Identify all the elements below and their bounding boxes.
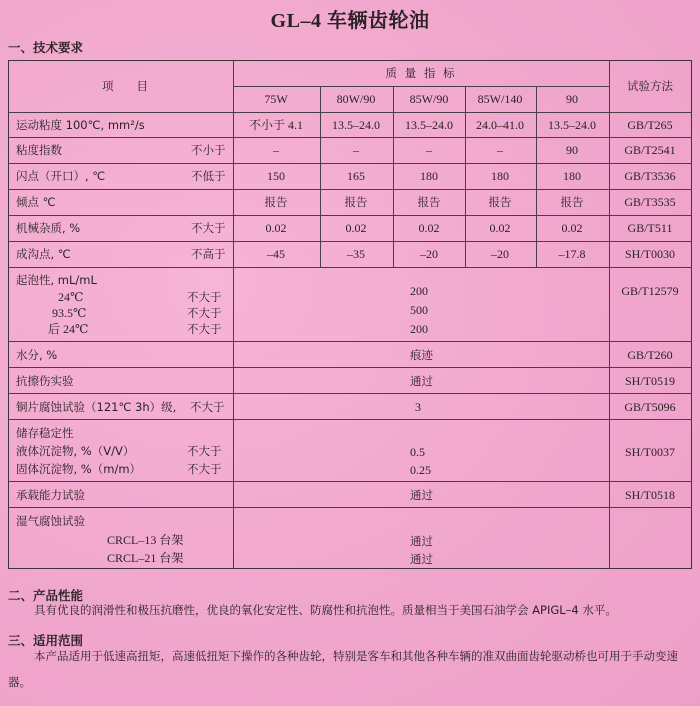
method-cell: GB/T5096 — [624, 400, 676, 414]
cell: 报告 — [344, 195, 368, 209]
method-cell: SH/T0037 — [624, 445, 676, 459]
row-divider — [8, 481, 692, 482]
cell: 3 — [415, 400, 421, 414]
section-heading-performance: 二、产品性能 — [8, 588, 84, 603]
cell: 13.5–24.0 — [405, 118, 453, 132]
row-divider — [8, 112, 692, 113]
row-label: 倾点 ℃ — [16, 195, 56, 209]
cell: –45 — [267, 247, 285, 261]
row-label: 成沟点, ℃ — [16, 247, 71, 261]
row-divider — [8, 393, 692, 394]
cell: 90 — [566, 143, 578, 157]
sub-label: 液体沉淀物, %（V/V） — [16, 444, 135, 458]
row-label: 湿气腐蚀试验 — [16, 514, 85, 528]
cell: –17.8 — [558, 247, 586, 261]
col-divider — [320, 86, 321, 267]
cell: 0.02 — [345, 221, 367, 235]
row-label: 承载能力试验 — [16, 488, 85, 502]
cell: 13.5–24.0 — [548, 118, 596, 132]
cell: 痕迹 — [410, 348, 433, 362]
method-cell: GB/T265 — [627, 118, 673, 132]
cell: 0.02 — [561, 221, 583, 235]
method-cell: SH/T0030 — [624, 247, 676, 261]
row-condition: 不大于 — [191, 221, 226, 235]
cell: 通过 — [410, 552, 433, 566]
cell: – — [497, 143, 503, 157]
method-cell: GB/T2541 — [624, 143, 676, 157]
cell: 200 — [410, 284, 428, 298]
sub-label: CRCL–13 台架 — [107, 533, 184, 547]
header-grade: 85W/140 — [477, 92, 523, 106]
cell: – — [273, 143, 279, 157]
row-condition: 不小于 — [191, 143, 226, 157]
row-condition: 不大于 — [187, 322, 222, 336]
method-cell: GB/T3536 — [624, 169, 676, 183]
cell: 0.02 — [265, 221, 287, 235]
row-label: 起泡性, mL/mL — [16, 273, 97, 287]
row-label: 粘度指数 — [16, 143, 62, 157]
performance-text: 具有优良的润滑性和极压抗磨性，优良的氧化安定性、防腐性和抗泡性。质量相当于美国石油学会 APIGL–4 水平。 — [34, 603, 617, 617]
row-divider — [8, 419, 692, 420]
header-item: 项 目 — [102, 79, 148, 93]
row-condition: 不大于 — [187, 290, 222, 304]
col-divider — [393, 86, 394, 267]
cell: 0.5 — [410, 445, 425, 459]
header-quality: 质 量 指 标 — [385, 66, 457, 80]
cell: – — [426, 143, 432, 157]
cell: 165 — [347, 169, 365, 183]
row-divider — [8, 267, 692, 268]
method-cell: SH/T0519 — [624, 374, 676, 388]
method-cell: GB/T3535 — [624, 195, 676, 209]
cell: 13.5–24.0 — [332, 118, 380, 132]
col-divider — [536, 86, 537, 267]
cell: 通过 — [410, 374, 433, 388]
cell: 0.02 — [489, 221, 511, 235]
row-divider — [233, 86, 609, 87]
row-divider — [8, 241, 692, 242]
row-condition: 不大于 — [190, 400, 225, 414]
sub-label: 24℃ — [58, 290, 84, 304]
row-label: 闪点（开口）, ℃ — [16, 169, 106, 183]
cell: 报告 — [417, 195, 441, 209]
cell: 不小于 4.1 — [248, 118, 304, 132]
row-label: 机械杂质, % — [16, 221, 81, 235]
method-cell: SH/T0518 — [624, 488, 676, 502]
cell: 500 — [410, 303, 428, 317]
cell: 200 — [410, 322, 428, 336]
sub-label: CRCL–21 台架 — [107, 551, 184, 565]
sub-label: 固体沉淀物, %（m/m） — [16, 462, 142, 476]
header-grade: 85W/90 — [409, 92, 449, 106]
row-condition: 不大于 — [187, 462, 222, 476]
row-divider — [8, 137, 692, 138]
col-divider — [465, 86, 466, 267]
cell: 180 — [491, 169, 509, 183]
document-title: GL–4 车辆齿轮油 — [270, 10, 430, 32]
cell: –20 — [491, 247, 509, 261]
header-grade: 80W/90 — [336, 92, 376, 106]
row-divider — [8, 507, 692, 508]
method-cell: GB/T260 — [627, 348, 673, 362]
method-cell: GB/T12579 — [621, 284, 679, 298]
cell: 24.0–41.0 — [476, 118, 524, 132]
cell: 通过 — [410, 534, 433, 548]
cell: 0.25 — [410, 463, 431, 477]
row-divider — [8, 367, 692, 368]
header-grade: 75W — [264, 92, 288, 106]
row-label: 铜片腐蚀试验（121℃ 3h）级, — [16, 400, 177, 414]
cell: 0.02 — [418, 221, 440, 235]
cell: –20 — [420, 247, 438, 261]
cell: 报告 — [560, 195, 584, 209]
cell: 180 — [420, 169, 438, 183]
section-heading-tech-requirements: 一、技术要求 — [8, 40, 84, 55]
sub-label: 93.5℃ — [52, 306, 87, 320]
cell: 通过 — [410, 488, 433, 502]
section-heading-scope: 三、适用范围 — [8, 633, 84, 648]
cell: –35 — [347, 247, 365, 261]
cell: 150 — [267, 169, 285, 183]
row-label: 抗擦伤实验 — [16, 374, 74, 388]
row-label: 储存稳定性 — [16, 426, 74, 440]
row-label: 运动粘度 100℃, mm²/s — [16, 118, 145, 132]
cell: – — [353, 143, 359, 157]
row-label: 水分, % — [16, 348, 58, 362]
row-divider — [8, 341, 692, 342]
method-cell: GB/T511 — [627, 221, 673, 235]
cell: 180 — [563, 169, 581, 183]
row-condition: 不大于 — [187, 306, 222, 320]
header-grade: 90 — [566, 92, 578, 106]
header-method: 试验方法 — [627, 79, 673, 93]
cell: 报告 — [264, 195, 288, 209]
cell: 报告 — [488, 195, 512, 209]
row-divider — [8, 215, 692, 216]
row-condition: 不大于 — [187, 444, 222, 458]
row-condition: 不低于 — [191, 169, 226, 183]
row-condition: 不高于 — [191, 247, 226, 261]
scope-text: 本产品适用于低速高扭矩，高速低扭矩下操作的各种齿轮，特别是客车和其他各种车辆的准双曲面齿轮驱动桥也可用于手动变速器。 — [8, 649, 678, 689]
row-divider — [8, 163, 692, 164]
row-divider — [8, 189, 692, 190]
sub-label: 后 24℃ — [48, 322, 89, 336]
